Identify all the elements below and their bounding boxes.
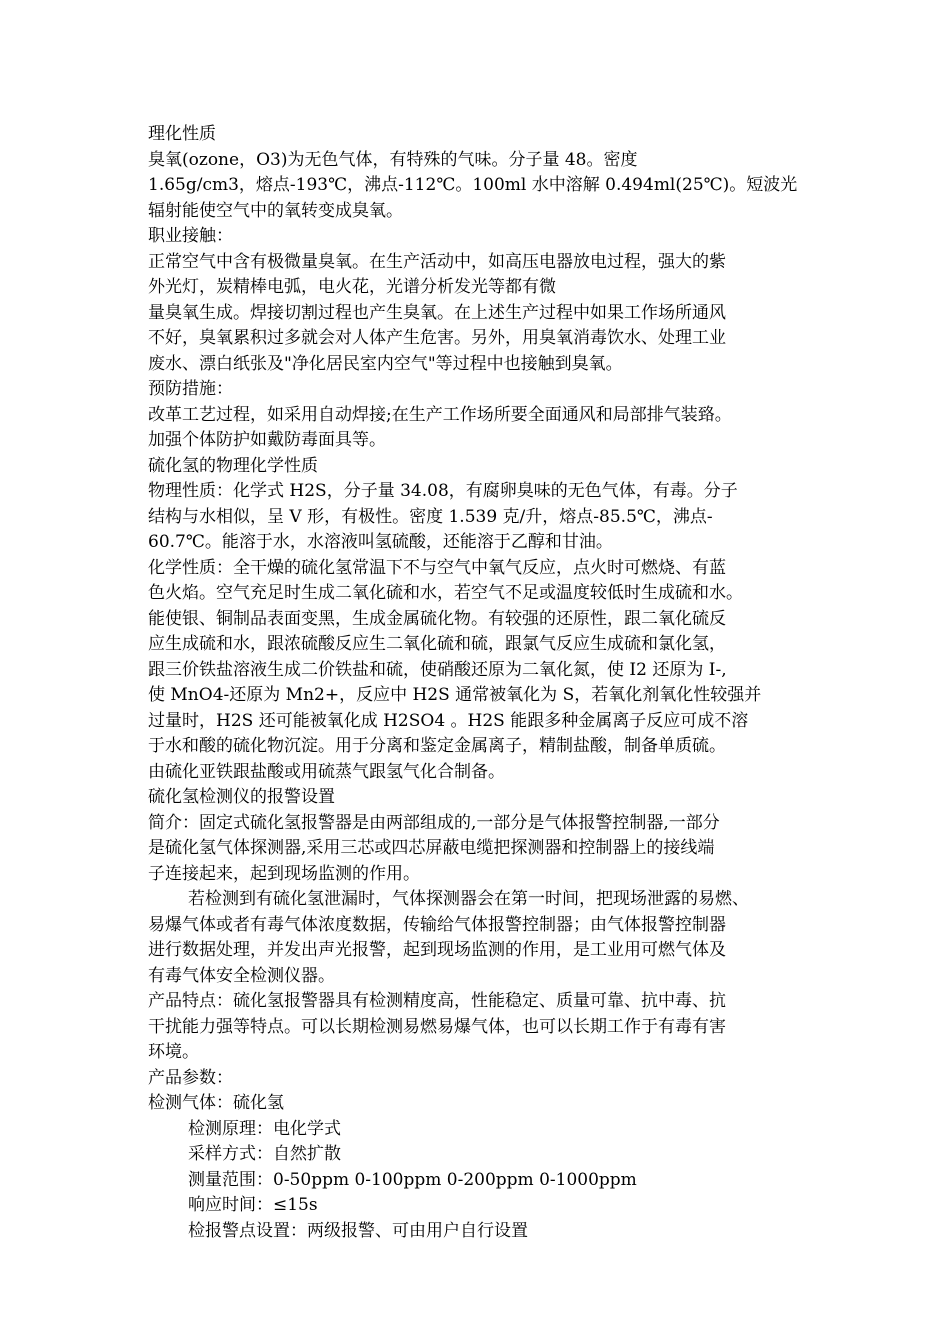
text-line: 不好，臭氧累积过多就会对人体产生危害。另外，用臭氧消毒饮水、处理工业 [148, 328, 726, 348]
text-line: 辐射能使空气中的氧转变成臭氧。 [148, 200, 403, 221]
document-body [148, 122, 818, 1244]
text-line: 测量范围：0-50ppm 0-100ppm 0-200ppm 0-1000ppm [188, 1169, 637, 1190]
text-line: 产品特点：硫化氢报警器具有检测精度高，性能稳定、质量可靠、抗中毒、抗 [148, 991, 726, 1011]
text-line: 是硫化氢气体探测器,采用三芯或四芯屏蔽电缆把探测器和控制器上的接线端 [148, 838, 715, 858]
text-line: 产品参数： [148, 1067, 233, 1088]
text-line: 结构与水相似，呈 V 形，有极性。密度 1.539 克/升，熔点-85.5℃，沸点- [148, 506, 713, 527]
text-line: 量臭氧生成。焊接切割过程也产生臭氧。在上述生产过程中如果工作场所通风 [148, 302, 726, 323]
text-line: 色火焰。空气充足时生成二氧化硫和水，若空气不足或温度较低时生成硫和水。 [148, 583, 743, 603]
text-line: 物理性质：化学式 H2S，分子量 34.08，有腐卵臭味的无色气体，有毒。分子 [148, 481, 738, 501]
text-line: 能使银、铜制品表面变黑，生成金属硫化物。有较强的还原性，跟二氧化硫反 [148, 608, 726, 629]
text-line: 采样方式：自然扩散 [188, 1144, 341, 1164]
text-line: 易爆气体或者有毒气体浓度数据，传输给气体报警控制器；由气体报警控制器 [148, 914, 726, 935]
text-line: 废水、漂白纸张及"净化居民室内空气"等过程中也接触到臭氧。 [148, 353, 623, 374]
text-line: 跟三价铁盐溶液生成二价铁盐和硫，使硝酸还原为二氧化氮，使 I2 还原为 I-, [148, 659, 727, 680]
text-line: 1.65g/cm3，熔点-193℃，沸点-112℃。100ml 水中溶解 0.494ml(25℃)。短波光 [148, 175, 798, 195]
text-line: 进行数据处理，并发出声光报警，起到现场监测的作用，是工业用可燃气体及 [148, 940, 726, 960]
text-line: 由硫化亚铁跟盐酸或用硫蒸气跟氢气化合制备。 [148, 761, 505, 782]
text-line: 硫化氢检测仪的报警设置 [148, 787, 335, 807]
text-line: 检测气体：硫化氢 [148, 1093, 284, 1113]
text-line: 检测原理：电化学式 [188, 1118, 341, 1139]
text-line: 有毒气体安全检测仪器。 [148, 965, 335, 986]
text-line: 化学性质：全干燥的硫化氢常温下不与空气中氧气反应，点火时可燃烧、有蓝 [148, 557, 726, 578]
text-line: 硫化氢的物理化学性质 [148, 455, 318, 476]
text-line: 60.7℃。能溶于水，水溶液叫氢硫酸，还能溶于乙醇和甘油。 [148, 532, 613, 552]
text-line: 改革工艺过程，如采用自动焊接;在生产工作场所要全面通风和局部排气装臵。 [148, 404, 732, 425]
text-line: 简介：固定式硫化氢报警器是由两部组成的,一部分是气体报警控制器,一部分 [148, 812, 720, 833]
text-line: 子连接起来，起到现场监测的作用。 [148, 863, 420, 884]
text-line: 干扰能力强等特点。可以长期检测易燃易爆气体，也可以长期工作于有毒有害 [148, 1016, 726, 1037]
text-line: 于水和酸的硫化物沉淀。用于分离和鉴定金属离子，精制盐酸，制备单质硫。 [148, 736, 726, 756]
text-line: 职业接触： [148, 226, 233, 246]
text-line: 预防措施： [148, 379, 233, 399]
text-line: 理化性质 [148, 124, 216, 144]
text-line: 环境。 [148, 1042, 199, 1062]
text-line: 使 MnO4-还原为 Mn2+，反应中 H2S 通常被氧化为 S，若氧化剂氧化性较强并 [148, 685, 762, 705]
text-line: 若检测到有硫化氢泄漏时，气体探测器会在第一时间，把现场泄露的易燃、 [188, 889, 749, 909]
text-line: 正常空气中含有极微量臭氧。在生产活动中，如高压电器放电过程，强大的紫 [148, 251, 726, 272]
text-line: 过量时，H2S 还可能被氧化成 H2SO4 。H2S 能跟多种金属离子反应可成不溶 [148, 710, 749, 731]
text-line: 臭氧(ozone，O3)为无色气体，有特殊的气味。分子量 48。密度 [148, 149, 638, 170]
text-line: 检报警点设置：两级报警、可由用户自行设置 [188, 1220, 528, 1241]
text-line: 应生成硫和水，跟浓硫酸反应生二氧化硫和硫，跟氯气反应生成硫和氯化氢， [148, 634, 726, 654]
text-line: 响应时间：≤15s [188, 1195, 318, 1215]
text-line: 外光灯，炭精棒电弧，电火花，光谱分析发光等都有微 [148, 277, 556, 297]
text-line: 加强个体防护如戴防毒面具等。 [148, 430, 386, 450]
